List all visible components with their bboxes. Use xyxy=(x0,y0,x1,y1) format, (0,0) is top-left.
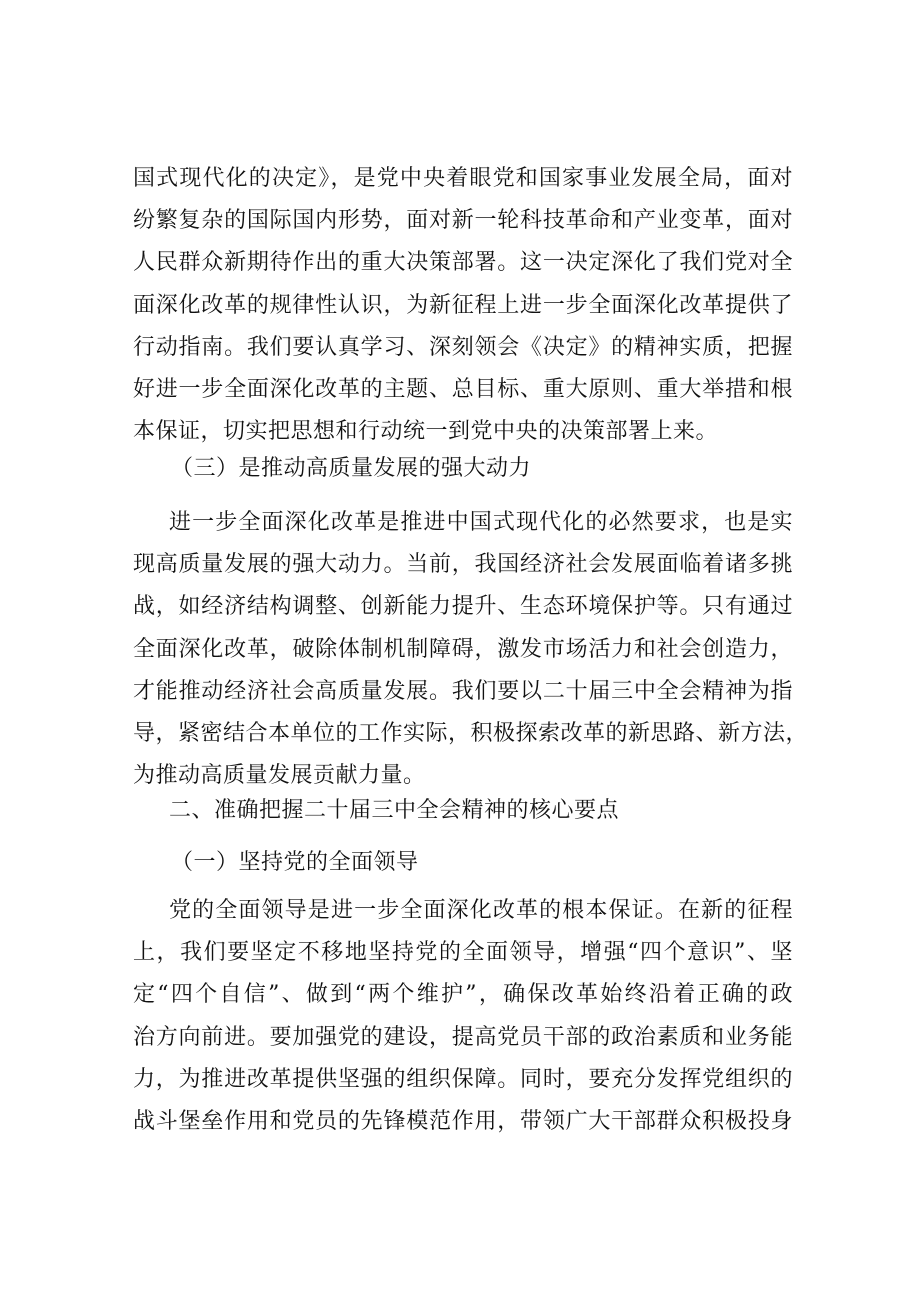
text-line: 进一步全面深化改革是推进中国式现代化的必然要求，也是实 xyxy=(169,510,793,535)
text-line: 定“四个自信”、做到“两个维护”，确保改革始终沿着正确的政 xyxy=(133,982,793,1008)
text-line: 人民群众新期待作出的重大决策部署。这一决定深化了我们党对全 xyxy=(133,250,793,276)
text-line: 为推动高质量发展贡献力量。 xyxy=(133,763,426,789)
text-line: 现高质量发展的强大动力。当前，我国经济社会发展面临着诸多挑 xyxy=(133,552,793,578)
section-heading-2: 二、准确把握二十届三中全会精神的核心要点 xyxy=(169,798,620,823)
text-line: 战斗堡垒作用和党员的先锋模范作用，带领广大干部群众积极投身 xyxy=(133,1109,793,1135)
text-line: 纷繁复杂的国际国内形势，面对新一轮科技革命和产业变革，面对 xyxy=(133,208,793,234)
paragraph-high-quality-development xyxy=(133,502,809,797)
paragraph-decision-continuation xyxy=(133,158,793,453)
text-line: 行动指南。我们要认真学习、深刻领会《决定》的精神实质，把握 xyxy=(133,334,793,360)
text-line: 全面深化改革，破除体制机制障碍，激发市场活力和社会创造力， xyxy=(133,636,793,662)
text-line: 国式现代化的决定》，是党中央着眼党和国家事业发展全局，面对 xyxy=(133,166,793,191)
paragraph-party-leadership xyxy=(133,890,793,1143)
text-line: 治方向前进。要加强党的建设，提高党员干部的政治素质和业务能 xyxy=(133,1024,793,1050)
text-line: 导，紧密结合本单位的工作实际，积极探索改革的新思路、新方法， xyxy=(133,721,809,747)
text-line: 党的全面领导是进一步全面深化改革的根本保证。在新的征程 xyxy=(169,898,793,923)
text-line: 才能推动经济社会高质量发展。我们要以二十届三中全会精神为指 xyxy=(133,678,793,704)
section-heading-3: （三）是推动高质量发展的强大动力 xyxy=(171,456,532,481)
text-line: 上，我们要坚定不移地坚持党的全面领导，增强“四个意识”、坚 xyxy=(133,940,793,966)
section-heading-2-1: （一）坚持党的全面领导 xyxy=(171,850,419,875)
text-line: 面深化改革的规律性认识，为新征程上进一步全面深化改革提供了 xyxy=(133,292,793,318)
text-line: 好进一步全面深化改革的主题、总目标、重大原则、重大举措和根 xyxy=(133,377,793,403)
text-line: 力，为推进改革提供坚强的组织保障。同时，要充分发挥党组织的 xyxy=(133,1066,793,1092)
text-line: 本保证，切实把思想和行动统一到党中央的决策部署上来。 xyxy=(133,419,719,445)
text-line: 战，如经济结构调整、创新能力提升、生态环境保护等。只有通过 xyxy=(133,594,793,620)
